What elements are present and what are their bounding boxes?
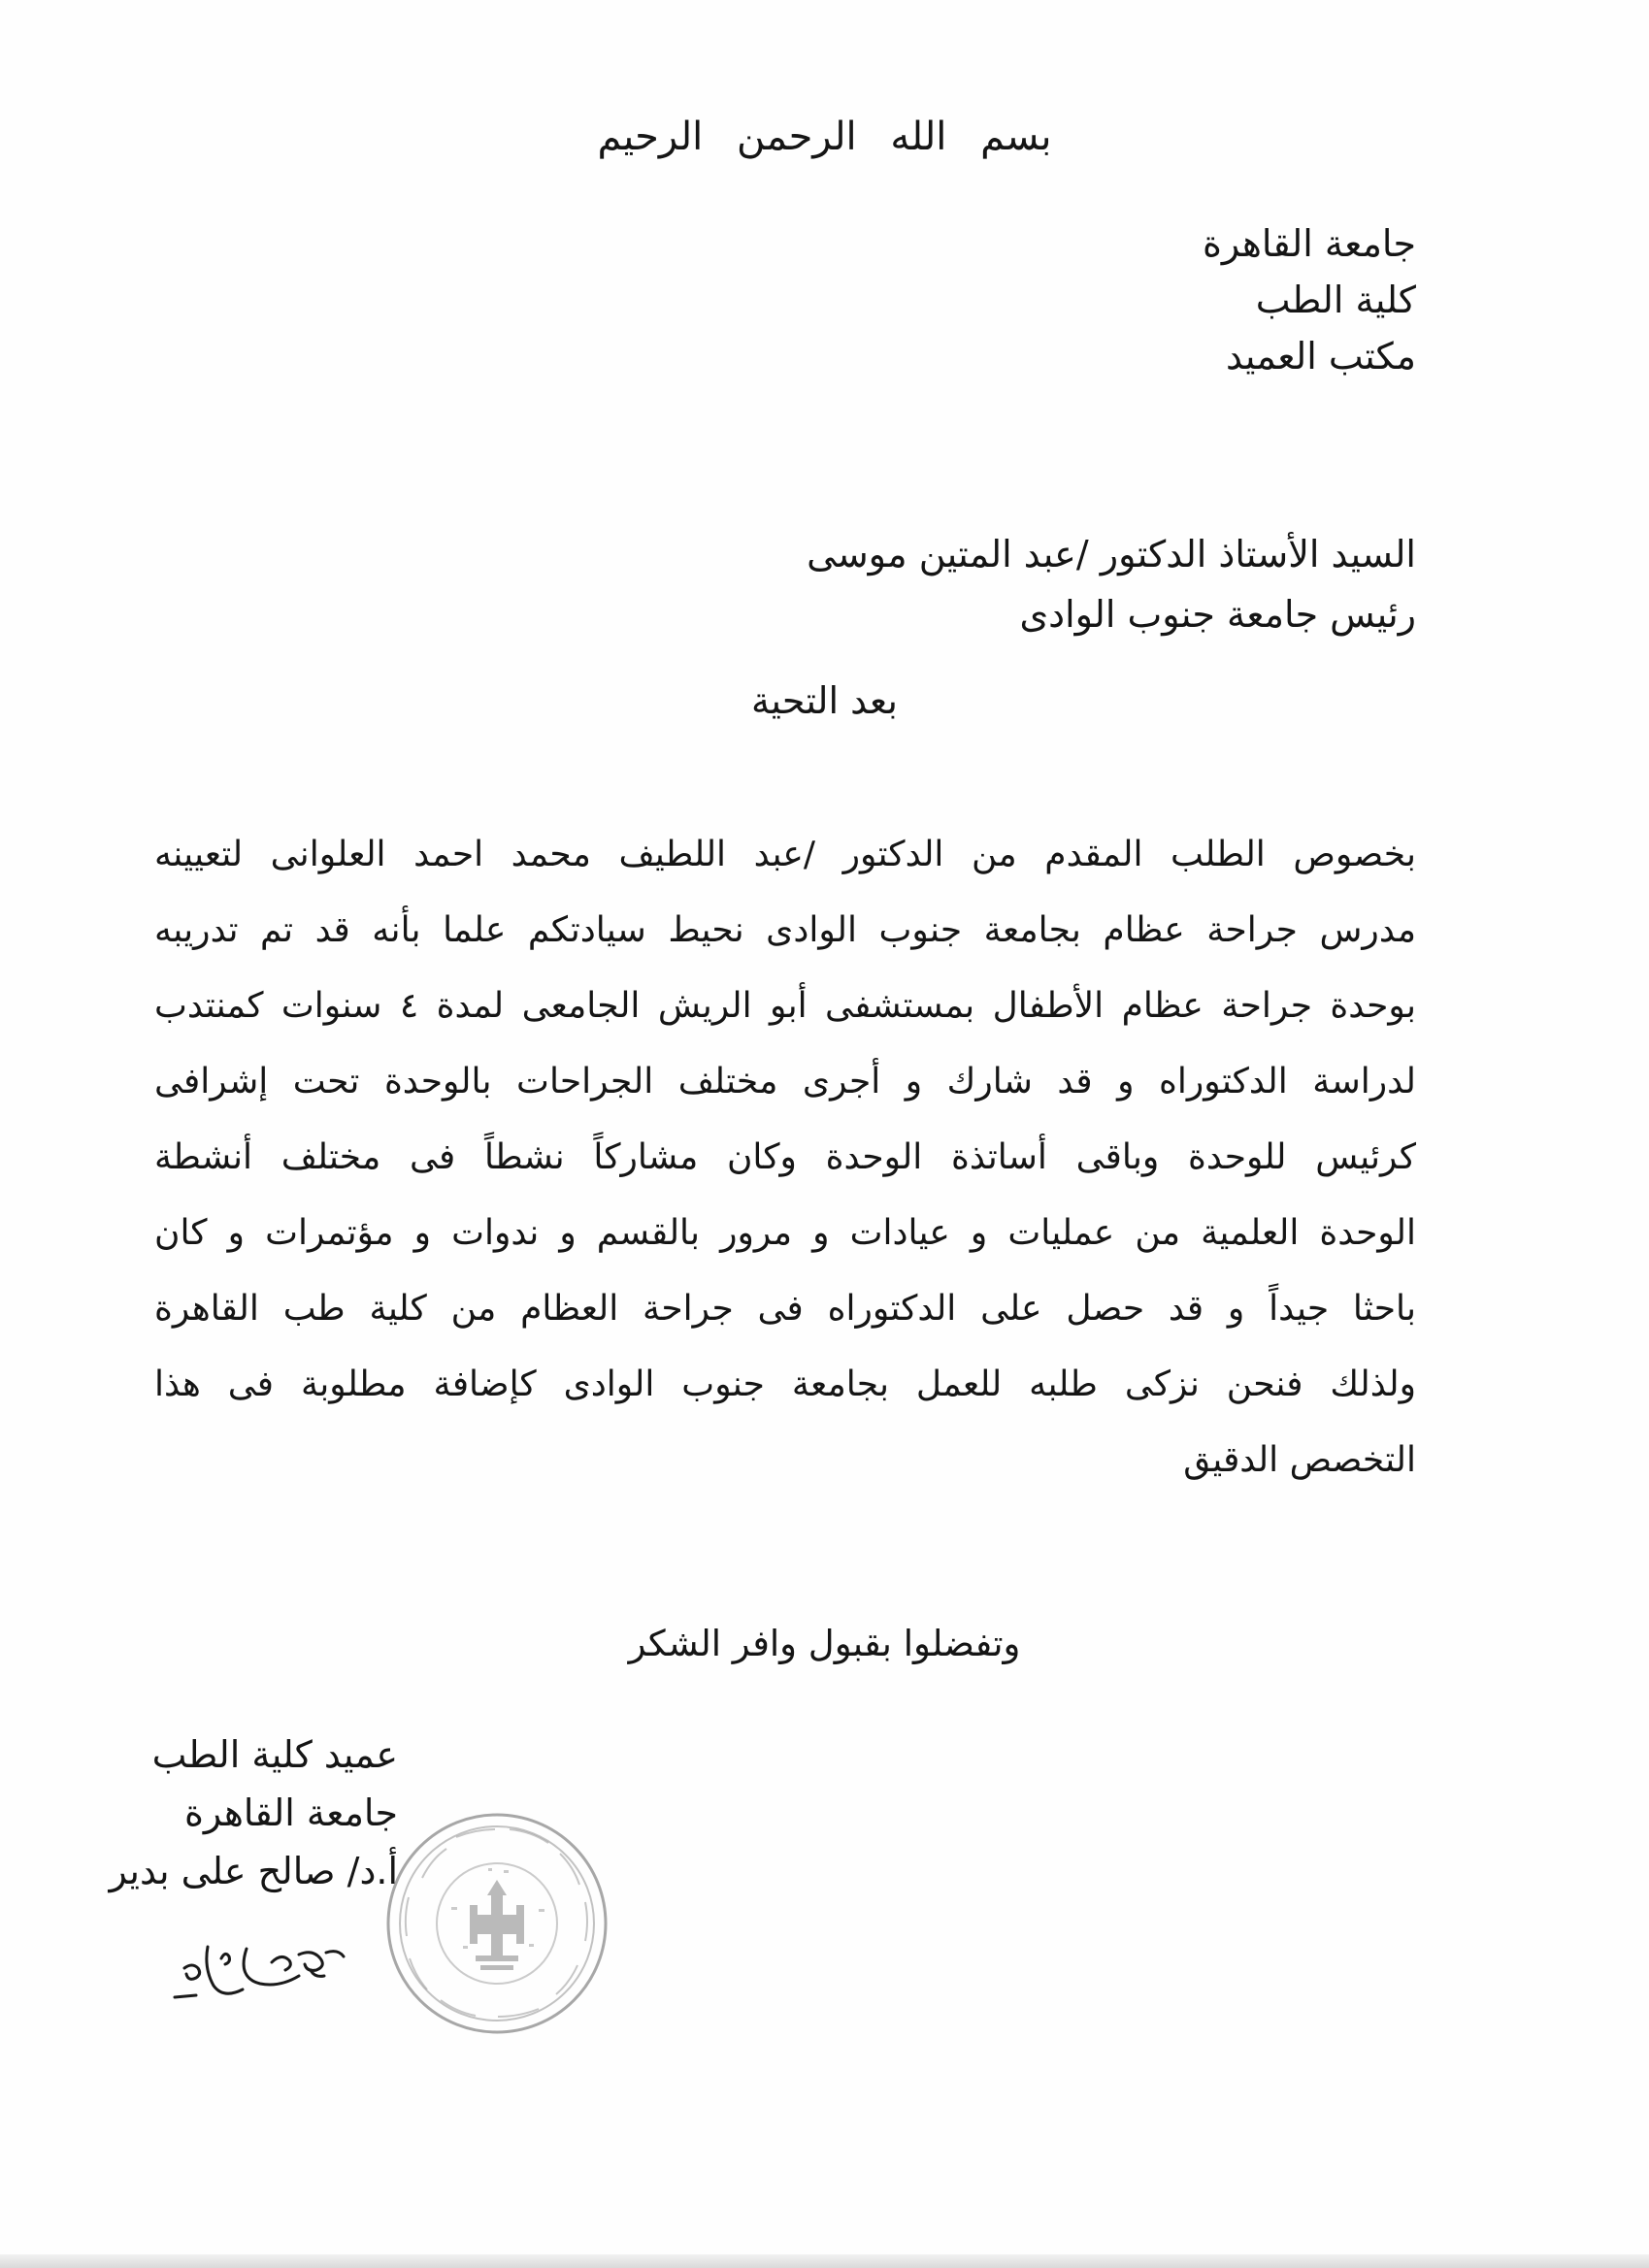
- letter-body: [154, 817, 1416, 1498]
- addressee-block: [807, 524, 1416, 644]
- letterhead-university: جامعة القاهرة: [1202, 222, 1416, 265]
- body-line: باحثا جيداً و قد حصل على الدكتوراه فى جراحة العظام من كلية طب القاهرة: [154, 1289, 1416, 1329]
- official-seal-stamp: [383, 1810, 611, 2038]
- letterhead-faculty: كلية الطب: [1255, 279, 1416, 321]
- body-line: كرئيس للوحدة وباقى أساتذة الوحدة وكان مشاركاً نشطاً فى مختلف أنشطة: [154, 1137, 1416, 1177]
- basmala: بسم الله الرحمن الرحيم: [597, 115, 1052, 159]
- handwritten-signature: [165, 1920, 359, 2009]
- letterhead: [1203, 215, 1416, 384]
- body-line: مدرس جراحة عظام بجامعة جنوب الوادى نحيط سيادتكم علما بأنه قد تم تدريبه: [154, 910, 1416, 950]
- body-line: بوحدة جراحة عظام الأطفال بمستشفى أبو الريش الجامعى لمدة ٤ سنوات كمنتدب: [154, 986, 1417, 1026]
- letterhead-office: مكتب العميد: [1225, 335, 1416, 378]
- addressee-title: رئيس جامعة جنوب الوادى: [1019, 593, 1416, 636]
- body-line: ولذلك فنحن نزكى طلبه للعمل بجامعة جنوب الوادى كإضافة مطلوبة فى هذا: [154, 1364, 1416, 1404]
- signature-block: [109, 1726, 398, 1900]
- signature-title: عميد كلية الطب: [151, 1733, 398, 1776]
- body-line: التخصص الدقيق: [1183, 1440, 1416, 1480]
- closing-phrase: وتفضلوا بقبول وافر الشكر: [628, 1623, 1021, 1664]
- body-line: لدراسة الدكتوراه و قد شارك و أجرى مختلف الجراحات بالوحدة تحت إشرافى: [154, 1062, 1416, 1101]
- body-line: الوحدة العلمية من عمليات و عيادات و مرور بالقسم و ندوات و مؤتمرات و كان: [154, 1213, 1416, 1253]
- signature-university: جامعة القاهرة: [183, 1791, 398, 1834]
- greeting: بعد التحية: [751, 679, 898, 722]
- body-line: بخصوص الطلب المقدم من الدكتور /عبد اللطيف محمد احمد العلوانى لتعيينه: [154, 835, 1416, 874]
- addressee-name: السيد الأستاذ الدكتور /عبد المتين موسى: [807, 533, 1416, 575]
- signature-name: أ.د/ صالح على بدير: [109, 1850, 398, 1892]
- scan-edge: [0, 2254, 1649, 2268]
